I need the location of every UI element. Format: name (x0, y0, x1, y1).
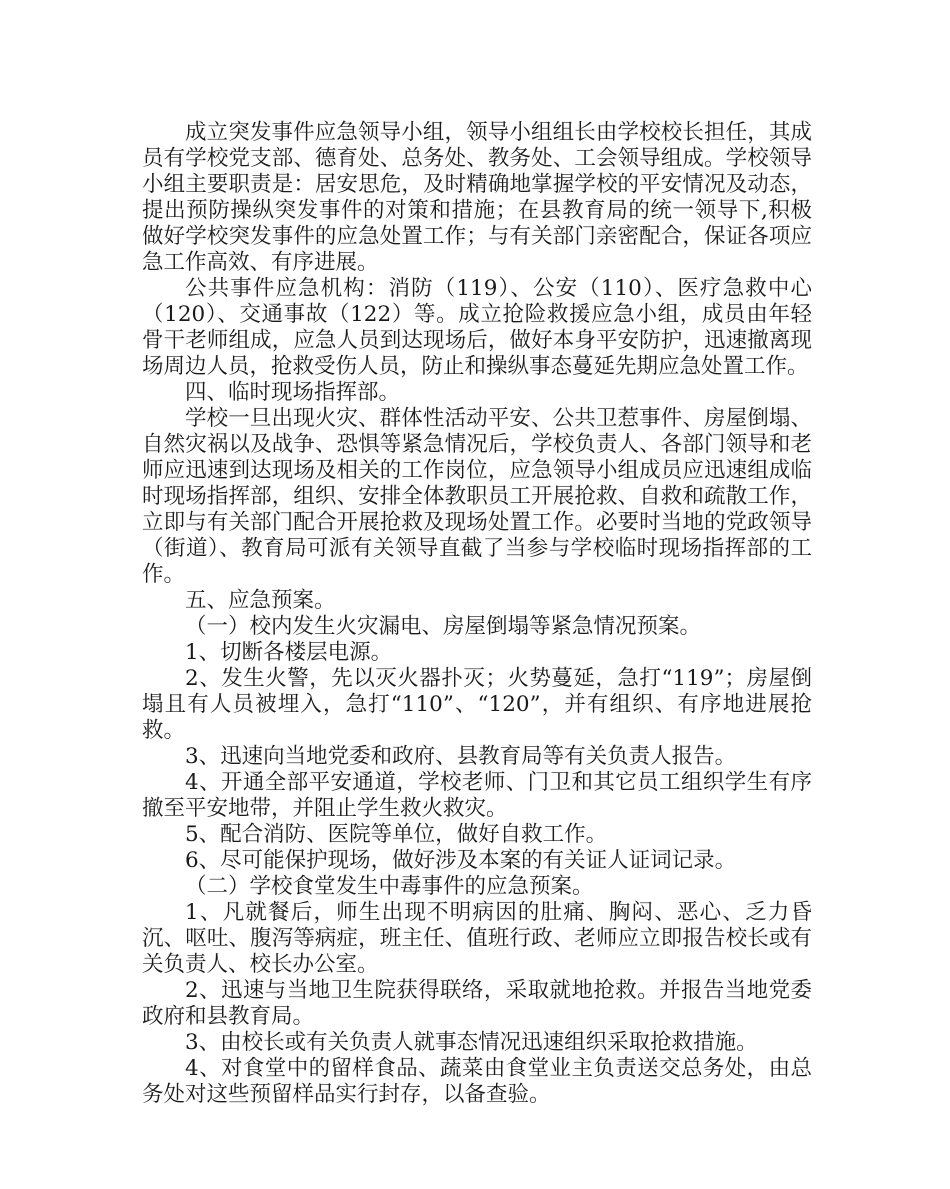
section-heading-field-command: 四、临时现场指挥部。 (185, 380, 401, 405)
list-item-fire-2: 2、发生火警，先以灭火器扑灭；火势蔓延，急打“119”；房屋倒塌且有人员被埋入，急打“110”、“120”，并有组织、有序地进展抢救。 (142, 666, 812, 743)
list-item-fire-3: 3、迅速向当地党委和政府、县教育局等有关负责人报告。 (185, 744, 737, 769)
paragraph-leadership-group: 成立突发事件应急领导小组，领导小组组长由学校校长担任，其成员有学校党支部、德育处、总务处、教务处、工会领导组成。学校领导小组主要职责是：居安思危，及时精确地掌握学校的平安情况及动态，提出预防操纵突发事件的对策和措施；在县教育局的统一领导下,积极做好学校突发事件的应急处置工作；与有关部门亲密配合，保证各项应急工作高效、有序进展。 (142, 120, 812, 275)
document-body (142, 120, 812, 1108)
section-heading-emergency-plan: 五、应急预案。 (185, 588, 336, 613)
list-item-fire-4: 4、开通全部平安通道，学校老师、门卫和其它员工组织学生有序撤至平安地带，并阻止学生救火救灾。 (142, 770, 812, 821)
list-item-fire-5: 5、配合消防、医院等单位，做好自救工作。 (185, 822, 608, 847)
paragraph-field-command: 学校一旦出现火灾、群体性活动平安、公共卫惹事件、房屋倒塌、自然灾祸以及战争、恐惧等紧急情况后，学校负责人、各部门领导和老师应迅速到达现场及相关的工作岗位，应急领导小组成员应迅速组成临时现场指挥部，组织、安排全体教职员工开展抢救、自救和疏散工作，立即与有关部门配合开展抢救及现场处置工作。必要时当地的党政领导（街道）、教育局可派有关领导直截了当参与学校临时现场指挥部的工作。 (142, 406, 812, 587)
paragraph-public-emergency-agencies: 公共事件应急机构：消防（119）、公安（110）、医疗急救中心（120）、交通事故（122）等。成立抢险救援应急小组，成员由年轻骨干老师组成，应急人员到达现场后，做好本身平安防护，迅速撤离现场周边人员，抢救受伤人员，防止和操纵事态蔓延先期应急处置工作。 (142, 276, 812, 379)
list-item-fire-6: 6、尽可能保护现场，做好涉及本案的有关证人证词记录。 (185, 848, 737, 873)
list-item-fire-1: 1、切断各楼层电源。 (185, 640, 393, 665)
list-item-poison-3: 3、由校长或有关负责人就事态情况迅速组织采取抢救措施。 (185, 1030, 758, 1055)
list-item-poison-2: 2、迅速与当地卫生院获得联络，采取就地抢救。并报告当地党委政府和县教育局。 (142, 978, 812, 1029)
list-item-poison-1: 1、凡就餐后，师生出现不明病因的肚痛、胸闷、恶心、乏力昏沉、呕吐、腹泻等病症，班主任、值班行政、老师应立即报告校长或有关负责人、校长办公室。 (142, 900, 812, 977)
list-item-poison-4: 4、对食堂中的留样食品、蔬菜由食堂业主负责送交总务处，由总务处对这些预留样品实行封存，以备查验。 (142, 1056, 812, 1107)
subheading-food-poisoning-plan: （二）学校食堂发生中毒事件的应急预案。 (185, 874, 594, 899)
subheading-fire-collapse-plan: （一）校内发生火灾漏电、房屋倒塌等紧急情况预案。 (185, 614, 702, 639)
